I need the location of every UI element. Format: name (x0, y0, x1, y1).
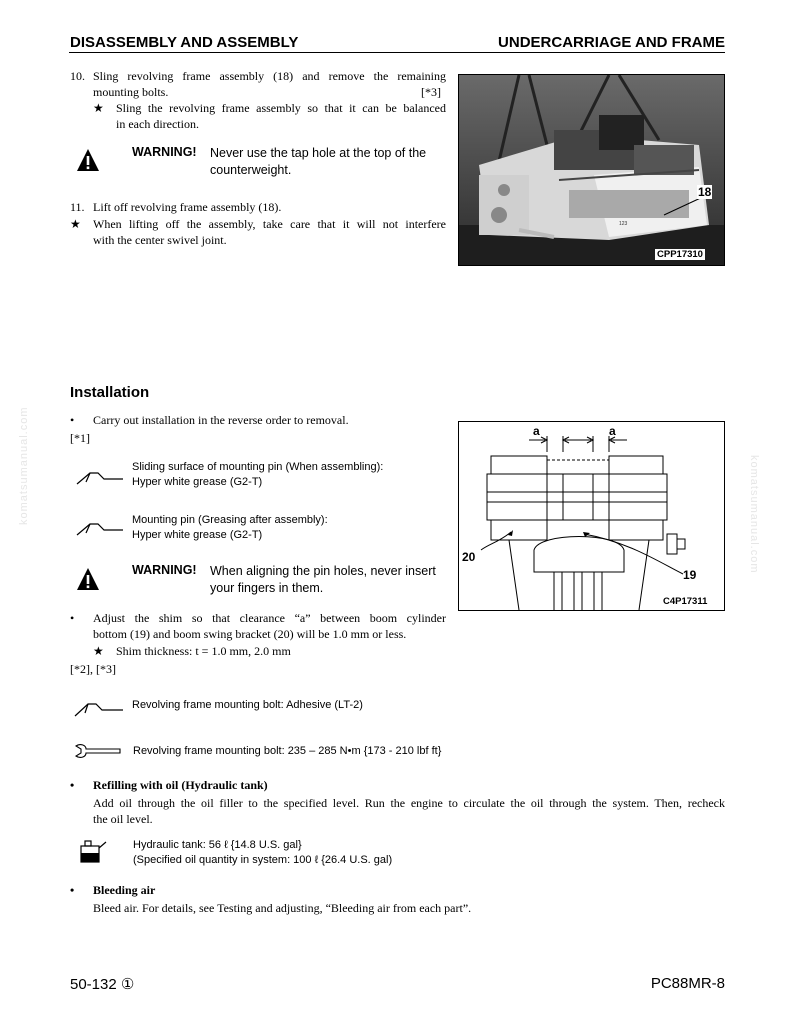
revolving-frame-photo-drawing (459, 75, 724, 265)
refill-heading: Refilling with oil (Hydraulic tank) (93, 778, 268, 792)
warning2-label: WARNING! (132, 563, 197, 577)
step10-ref: [*3] (421, 85, 441, 99)
revision-mark: ① (120, 976, 135, 993)
bullet: • (70, 778, 75, 792)
figure-revolving-frame-photo (458, 74, 725, 266)
step10-text-line2: mounting bolts. (93, 85, 169, 99)
figure2-code: C4P17311 (663, 596, 708, 607)
star-icon: ★ (93, 644, 104, 658)
step11-note-line2: with the center swivel joint. (93, 233, 227, 247)
grease1-line1: Sliding surface of mounting pin (When assembling): (132, 461, 384, 473)
watermark-left: komatsumanual.com (18, 406, 30, 525)
tank-line2: (Specified oil quantity in system: 100 ℓ {26.4 U.S. gal) (133, 854, 393, 866)
step10-text-line1: Sling revolving frame assembly (18) and remove the remaining (93, 69, 446, 83)
grease2-line1: Mounting pin (Greasing after assembly): (132, 514, 328, 526)
refill-line2: the oil level. (93, 812, 153, 826)
warning-triangle-icon (76, 148, 100, 172)
warning-triangle-icon (76, 567, 100, 591)
callout-20: 20 (462, 550, 476, 564)
ref-2-3: [*2], [*3] (70, 662, 116, 676)
figure1-code: CPP17310 (657, 249, 703, 260)
grease-gun-icon (76, 519, 124, 537)
header-section-title: DISASSEMBLY AND ASSEMBLY (70, 34, 299, 51)
refill-line1: Add oil through the oil filler to the specified level. Run the engine to circulate the oil through the system. Then, recheck (93, 796, 725, 810)
step10-number: 10. (70, 69, 85, 83)
adhesive-text: Revolving frame mounting bolt: Adhesive (LT-2) (132, 699, 363, 711)
shim-line2: bottom (19) and boom swing bracket (20) will be 1.0 mm or less. (93, 627, 407, 641)
frame-plate-label: 123 (619, 221, 628, 227)
step10-note-line1: Sling the revolving frame assembly so that it can be balanced (116, 101, 446, 115)
label-a-right: a (609, 424, 616, 438)
torque-text: Revolving frame mounting bolt: 235 – 285 N•m {173 - 210 lbf ft} (133, 745, 442, 757)
warning2-line1: When aligning the pin holes, never insert (210, 564, 436, 578)
installation-heading: Installation (70, 384, 150, 401)
figure-boom-cylinder-diagram (458, 421, 725, 611)
star-icon: ★ (70, 217, 81, 231)
star-icon: ★ (93, 101, 104, 115)
footer-page-number (70, 975, 134, 993)
warning1-label: WARNING! (132, 145, 197, 159)
bleed-heading: Bleeding air (93, 883, 156, 897)
bleed-text: Bleed air. For details, see Testing and adjusting, “Bleeding air from each part”. (93, 901, 472, 915)
watermark-right: komatsumanual.com (748, 455, 760, 574)
bullet: • (70, 883, 75, 897)
header-rule (69, 52, 725, 53)
step11-number: 11. (70, 200, 85, 214)
grease2-line2: Hyper white grease (G2-T) (132, 529, 263, 541)
grease-gun-icon (76, 468, 124, 486)
warning1-line2: counterweight. (210, 163, 292, 177)
torque-wrench-icon (74, 742, 124, 760)
bullet: • (70, 611, 75, 625)
grease1-line2: Hyper white grease (G2-T) (132, 476, 263, 488)
warning2-line2: your fingers in them. (210, 581, 324, 595)
ref-1: [*1] (70, 431, 90, 445)
warning1-line1: Never use the tap hole at the top of the (210, 146, 427, 160)
page-number: 50-132 (70, 976, 117, 993)
adhesive-icon (74, 700, 124, 718)
oil-tank-icon (78, 838, 108, 864)
step11-note-line1: When lifting off the assembly, take care that it will not interfere (93, 217, 446, 231)
header-chapter-title: UNDERCARRIAGE AND FRAME (498, 34, 725, 51)
callout-19: 19 (683, 568, 697, 582)
shim-thickness: Shim thickness: t = 1.0 mm, 2.0 mm (116, 644, 291, 658)
bullet: • (70, 413, 75, 427)
shim-line1: Adjust the shim so that clearance “a” between boom cylinder (93, 611, 446, 625)
step11-text: Lift off revolving frame assembly (18). (93, 200, 282, 214)
step10-note-line2: in each direction. (116, 117, 199, 131)
callout-18: 18 (698, 185, 712, 199)
footer-model: PC88MR-8 (650, 975, 725, 992)
label-a-left: a (533, 424, 540, 438)
reverse-order-text: Carry out installation in the reverse order to removal. (93, 413, 349, 427)
tank-line1: Hydraulic tank: 56 ℓ {14.8 U.S. gal} (133, 839, 302, 851)
